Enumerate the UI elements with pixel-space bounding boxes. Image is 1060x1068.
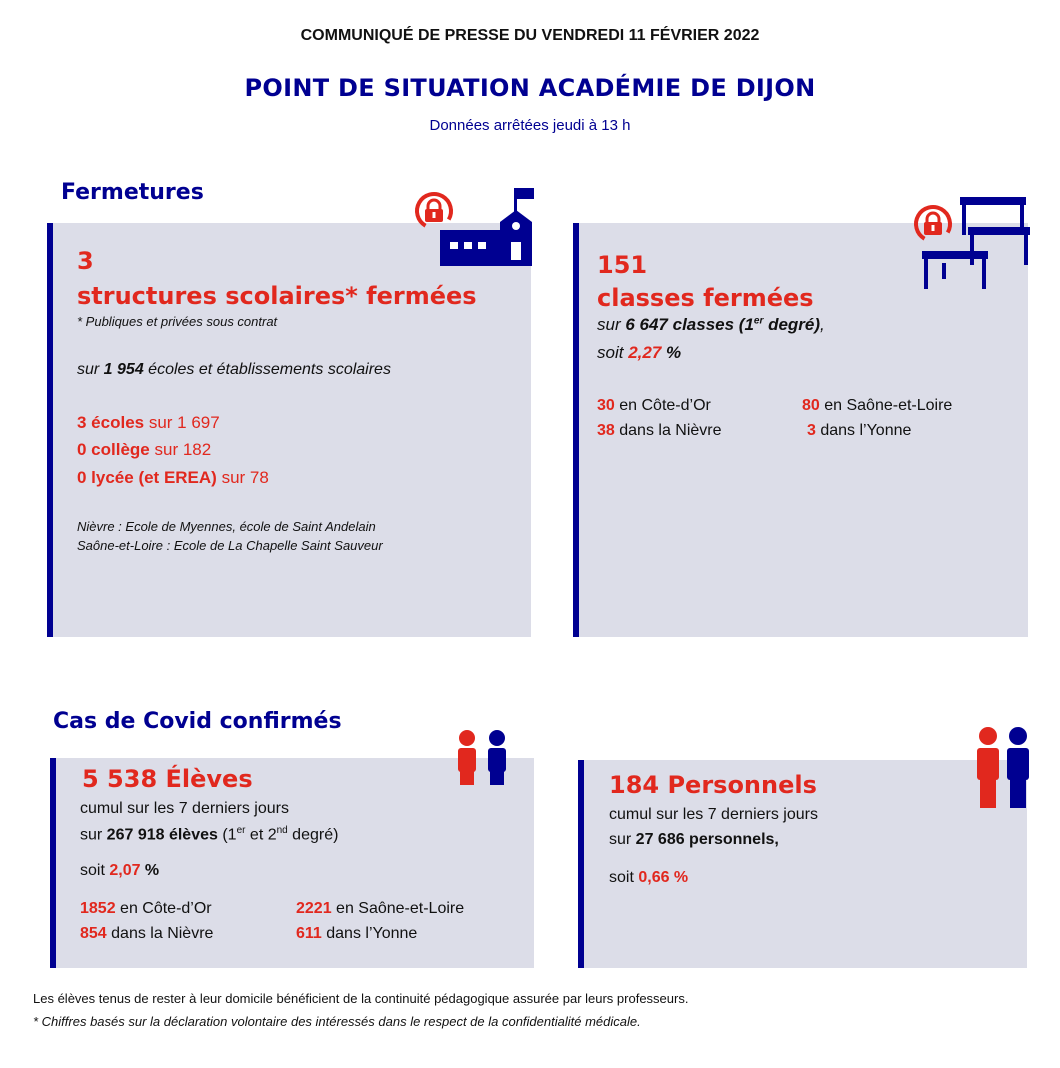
row-rest: sur 1 697	[144, 413, 220, 432]
structures-label: structures scolaires* fermées	[77, 282, 477, 310]
eleves-title: 5 538 Élèves	[82, 765, 253, 793]
structures-row-ecoles	[77, 413, 220, 433]
footer-footnote: * Chiffres basés sur la déclaration volontaire des intéressés dans le respect de la confidentialité médicale.	[33, 1014, 641, 1029]
classes-sur-prefix: sur	[597, 315, 626, 334]
classes-dept-nievre: 38 dans la Nièvre	[597, 422, 722, 439]
row-label: 0 lycée (et EREA)	[77, 468, 217, 487]
row-label: 0 collège	[77, 440, 150, 459]
classes-sur	[597, 315, 825, 335]
personnels-cumul: cumul sur les 7 derniers jours	[609, 806, 818, 823]
page-title: POINT DE SITUATION ACADÉMIE DE DIJON	[244, 74, 816, 102]
classes-dept-saone: 80 en Saône-et-Loire	[802, 397, 953, 414]
person-pair-icon	[972, 726, 1034, 810]
classes-count: 151	[597, 251, 648, 279]
structures-total-prefix: sur	[77, 361, 104, 378]
row-rest: sur 182	[149, 440, 212, 459]
classes-soit-value: 2,27	[628, 343, 662, 362]
eleves-dept-saone: 2221 en Saône-et-Loire	[296, 900, 465, 917]
classes-soit	[597, 343, 681, 363]
school-building-icon	[440, 186, 540, 268]
structures-row-college	[77, 440, 211, 460]
section-heading-covid: Cas de Covid confirmés	[53, 709, 342, 734]
structures-detail-saone: Saône-et-Loire : Ecole de La Chapelle Saint Sauveur	[77, 538, 383, 553]
eleves-dept-nievre: 854 dans la Nièvre	[80, 925, 214, 942]
classes-soit-pct: %	[661, 343, 682, 362]
row-label: 3 écoles	[77, 413, 145, 432]
structures-total-suffix: écoles et établissements scolaires	[143, 361, 391, 378]
structures-total	[77, 361, 391, 379]
classes-dept-cote-dor: 30 en Côte-d’Or	[597, 397, 711, 414]
structures-detail-nievre: Nièvre : Ecole de Myennes, école de Saint Andelain	[77, 519, 376, 534]
school-desks-icon	[918, 193, 1030, 293]
communique-line: COMMUNIQUÉ DE PRESSE DU VENDREDI 11 FÉVRIER 2022	[300, 27, 760, 44]
eleves-cumul: cumul sur les 7 derniers jours	[80, 800, 289, 817]
personnels-title: 184 Personnels	[609, 771, 817, 799]
classes-sur-value: 6 647 classes (1er degré)	[625, 315, 821, 334]
structures-count: 3	[77, 247, 94, 275]
structures-note: * Publiques et privées sous contrat	[77, 314, 278, 329]
eleves-dept-yonne: 611 dans l’Yonne	[296, 925, 418, 942]
page-subtitle: Données arrêtées jeudi à 13 h	[429, 117, 631, 134]
row-rest: sur 78	[216, 468, 269, 487]
classes-sur-comma: ,	[820, 315, 825, 334]
eleves-sur: sur 267 918 élèves (1er et 2nd degré)	[80, 825, 339, 844]
classes-label: classes fermées	[597, 284, 814, 312]
structures-total-value: 1 954	[103, 361, 144, 378]
eleves-dept-cote-dor: 1852 en Côte-d’Or	[80, 900, 212, 917]
personnels-sur: sur 27 686 personnels,	[609, 831, 779, 848]
person-pair-icon	[451, 729, 513, 787]
eleves-soit: soit 2,07 %	[80, 862, 160, 879]
structures-row-lycee	[77, 468, 269, 488]
classes-soit-prefix: soit	[597, 343, 629, 362]
personnels-soit: soit 0,66 %	[609, 869, 689, 886]
section-heading-fermetures: Fermetures	[61, 180, 204, 205]
footer-note: Les élèves tenus de rester à leur domicile bénéficient de la continuité pédagogique assurée par leurs professeurs.	[33, 991, 689, 1006]
classes-dept-yonne: 3 dans l’Yonne	[807, 422, 912, 439]
